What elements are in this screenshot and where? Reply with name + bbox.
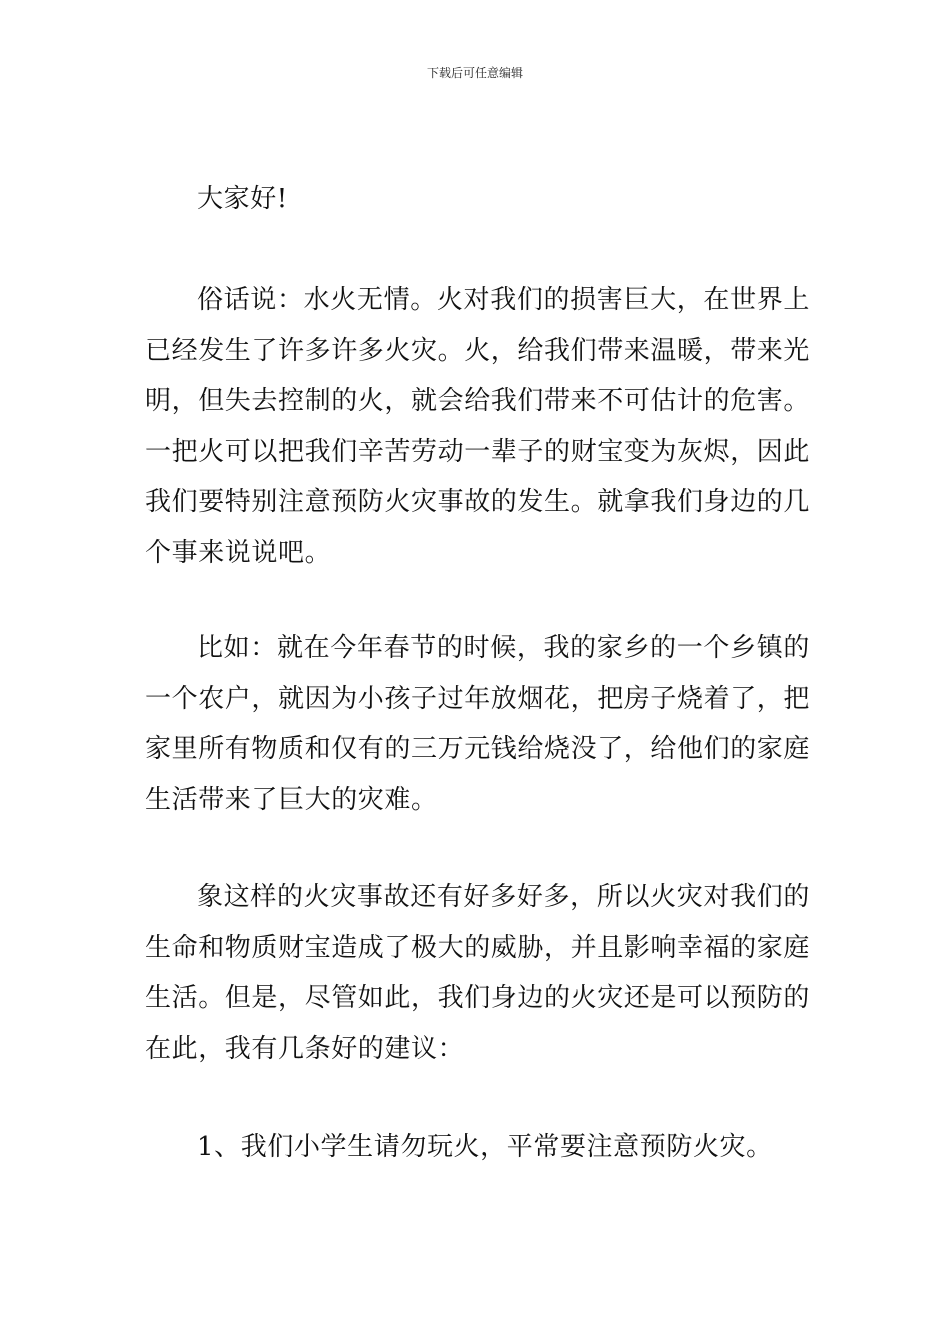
greeting-line: 大家好! <box>197 184 288 214</box>
paragraph-summary: 象这样的火灾事故还有好多好多，所以火灾对我们的生命和物质财宝造成了极大的威胁，并且影响幸福的家庭生活。但是，尽管如此，我们身边的火灾还是可以预防的在此，我有几条好的建议： <box>145 882 811 1064</box>
page-header-note: 下载后可任意编辑 <box>426 66 523 80</box>
paragraph-intro: 俗话说：水火无情。火对我们的损害巨大，在世界上已经发生了许多许多火灾。火，给我们带来温暖，带来光明，但失去控制的火，就会给我们带来不可估计的危害。一把火可以把我们辛苦劳动一辈子的财宝变为灰烬，因此我们要特别注意预防火灾事故的发生。就拿我们身边的几个事来说说吧。 <box>145 285 811 568</box>
paragraph-example: 比如：就在今年春节的时候，我的家乡的一个乡镇的一个农户，就因为小孩子过年放烟花，把房子烧着了，把家里所有物质和仅有的三万元钱给烧没了，给他们的家庭生活带来了巨大的灾难。 <box>145 633 811 815</box>
suggestion-item-1: 1、我们小学生请勿玩火，平常要注意预防火灾。 <box>197 1132 773 1162</box>
